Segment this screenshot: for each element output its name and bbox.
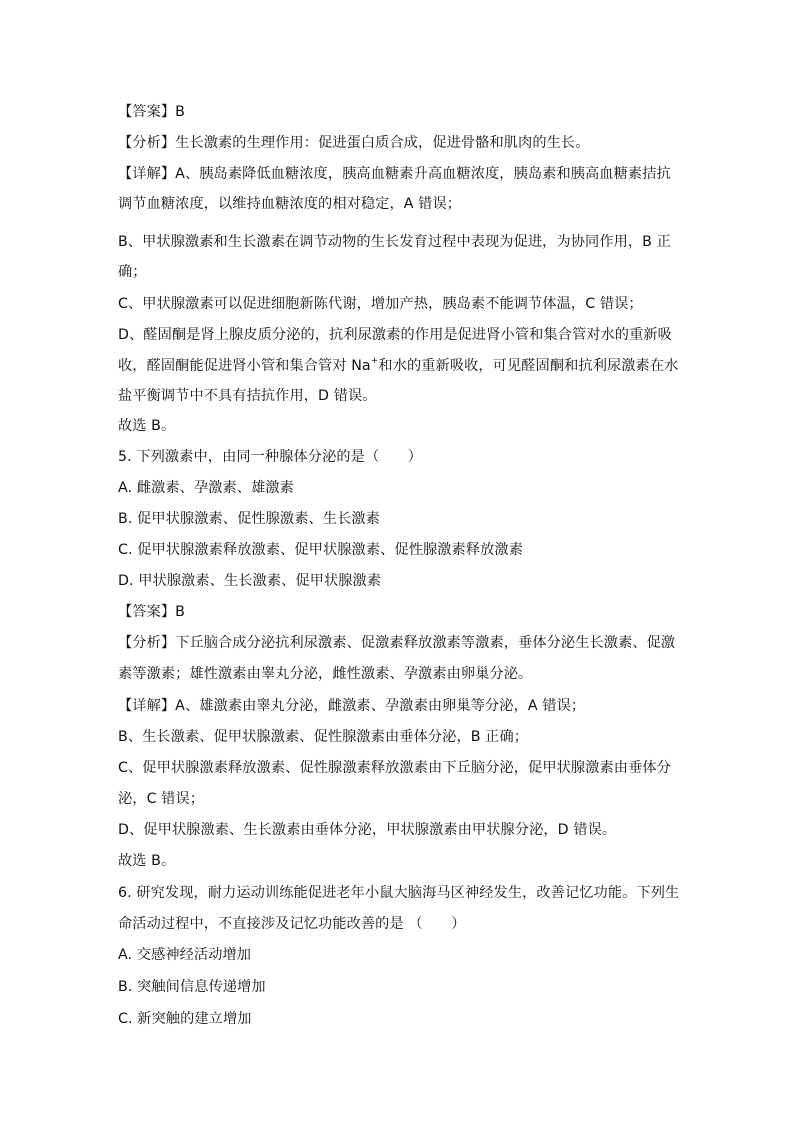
q6-option-b: B. 突触间信息传递增加 — [118, 979, 266, 995]
detail-tag: 【详解】 — [118, 698, 176, 714]
d-line2-part-a: 收，醛固酮能促进肾小管和集合管对 Na — [118, 358, 371, 374]
answer-tag: 【答案】 — [118, 604, 176, 620]
q6-stem-line-2: 命活动过程中，不直接涉及记忆功能改善的是 （ ） — [118, 916, 466, 932]
answer-tag: 【答案】 — [118, 104, 176, 120]
d-line2-part-b: 和水的重新吸收，可见醛固酮和抗利尿激素在水 — [378, 358, 679, 374]
q4-b-line-1: B、甲状腺激素和生长激素在调节动物的生长发育过程中表现为促进，为协同作用，B 正 — [118, 234, 671, 250]
detail-tag: 【详解】 — [118, 166, 176, 182]
q5-option-b: B. 促甲状腺激素、促性腺激素、生长激素 — [118, 511, 380, 527]
q5-answer-line — [118, 603, 185, 621]
q5-b-line: B、生长激素、促甲状腺激素、促性腺激素由垂体分泌，B 正确； — [118, 729, 529, 745]
q5-d-line: D、促甲状腺激素、生长激素由垂体分泌，甲状腺激素由甲状腺分泌，D 错误。 — [118, 822, 617, 838]
q6-option-a: A. 交感神经活动增加 — [118, 947, 252, 963]
q4-detail-line-1 — [118, 165, 671, 183]
q4-b-line-2: 确； — [118, 264, 147, 280]
detail-text: A、雄激素由睾丸分泌，雌激素、孕激素由卵巢等分泌，A 错误； — [175, 698, 586, 714]
q5-detail-line-1 — [118, 697, 585, 715]
q5-option-d: D. 甲状腺激素、生长激素、促甲状腺激素 — [118, 573, 382, 589]
q4-answer-line — [118, 103, 185, 121]
q5-option-c: C. 促甲状腺激素释放激素、促甲状腺激素、促性腺激素释放激素 — [118, 542, 523, 558]
q5-analysis-line-2: 素等激素；雄性激素由睾丸分泌，雌性激素、孕激素由卵巢分泌。 — [118, 666, 533, 682]
q4-d-line-3: 盐平衡调节中不具有拮抗作用，D 错误。 — [118, 388, 377, 404]
q4-detail-line-2: 调节血糖浓度，以维持血糖浓度的相对稳定，A 错误； — [118, 196, 462, 212]
q6-stem-line-1: 6. 研究发现，耐力运动训练能促进老年小鼠大脑海马区神经发生，改善记忆功能。下列生 — [118, 885, 680, 901]
analysis-text: 生长激素的生理作用：促进蛋白质合成，促进骨骼和肌肉的生长。 — [175, 135, 590, 151]
q5-stem: 5. 下列激素中，由同一种腺体分泌的是（ ） — [118, 449, 423, 465]
q6-option-c: C. 新突触的建立增加 — [118, 1011, 252, 1027]
q5-conclusion: 故选 B。 — [118, 853, 176, 869]
q4-analysis-line — [118, 134, 590, 152]
q4-d-line-1: D、醛固酮是肾上腺皮质分泌的，抗利尿激素的作用是促进肾小管和集合管对水的重新吸 — [118, 327, 672, 343]
analysis-text: 下丘脑合成分泌抗利尿激素、促激素释放激素等激素，垂体分泌生长激素、促激 — [175, 635, 676, 651]
analysis-tag: 【分析】 — [118, 635, 176, 651]
sodium-charge-sup: + — [370, 356, 379, 367]
answer-value: B — [175, 104, 185, 120]
q5-c-line-2: 泌，C 错误； — [118, 791, 205, 807]
answer-value: B — [175, 604, 185, 620]
q5-c-line-1: C、促甲状腺激素释放激素、促性腺激素释放激素由下丘脑分泌，促甲状腺激素由垂体分 — [118, 760, 671, 776]
q4-conclusion: 故选 B。 — [118, 418, 176, 434]
analysis-tag: 【分析】 — [118, 135, 176, 151]
q4-d-line-2 — [118, 357, 678, 375]
q4-c-line: C、甲状腺激素可以促进细胞新陈代谢，增加产热，胰岛素不能调节体温，C 错误； — [118, 296, 643, 312]
q5-option-a: A. 雌激素、孕激素、雄激素 — [118, 480, 294, 496]
q5-analysis-line-1 — [118, 634, 675, 652]
detail-text: A、胰岛素降低血糖浓度，胰高血糖素升高血糖浓度，胰岛素和胰高血糖素拮抗 — [175, 166, 671, 182]
